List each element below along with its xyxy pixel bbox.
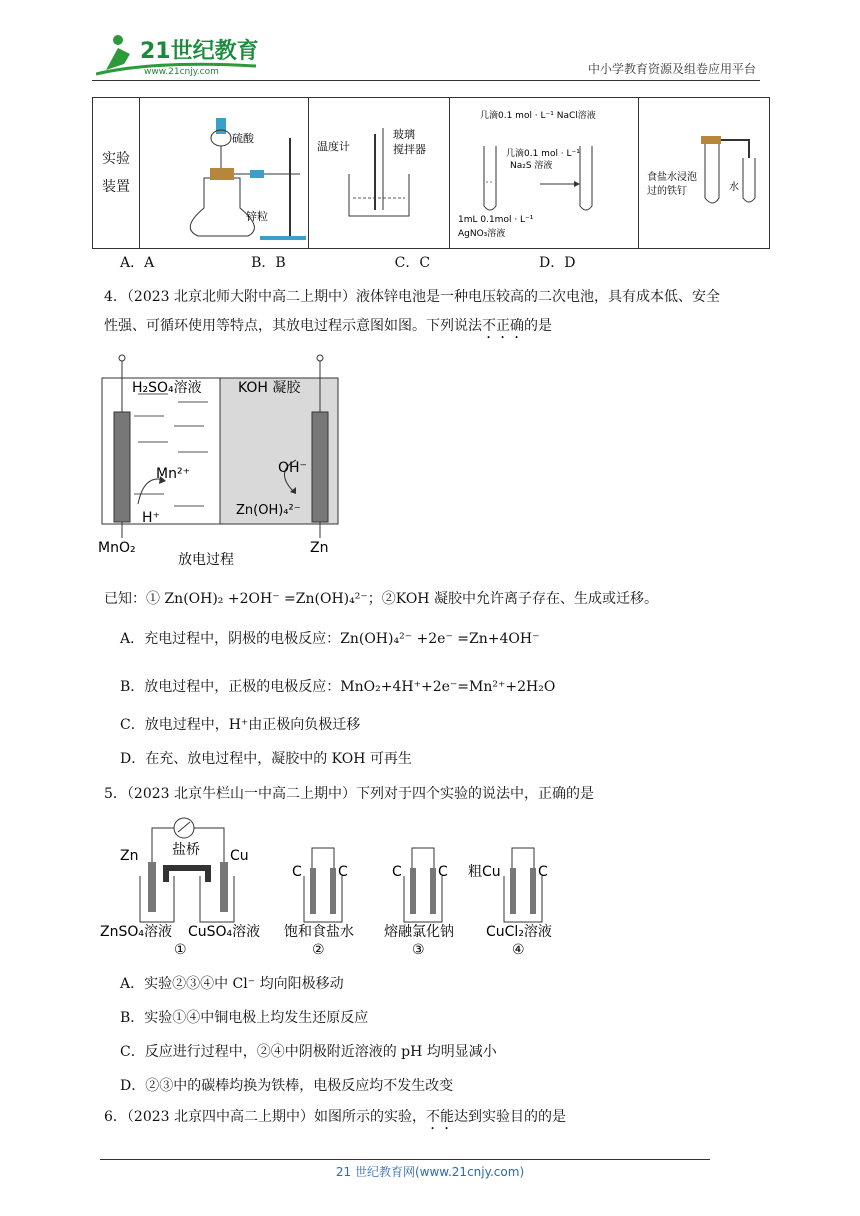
svg-text:饱和食盐水: 饱和食盐水 <box>284 924 354 940</box>
q4-option-a: A．充电过程中，阴极的电极反应：Zn(OH)₄²⁻ +2e⁻ =Zn+4OH⁻ <box>120 631 540 647</box>
q4-battery-figure <box>98 354 348 574</box>
svg-text:③: ③ <box>412 942 425 958</box>
q4-stem-line2: 性强、可循环使用等特点，其放电过程示意图如图。下列说法不正确的是 <box>104 318 552 334</box>
svg-text:锌粒: 锌粒 <box>246 210 268 223</box>
svg-text:②: ② <box>312 942 325 958</box>
svg-text:搅拌器: 搅拌器 <box>393 143 426 156</box>
svg-text:熔融氯化钠: 熔融氯化钠 <box>384 924 454 940</box>
footer-link[interactable]: 21 世纪教育网(www.21cnjy.com) <box>335 1165 525 1179</box>
svg-text:水: 水 <box>729 182 739 193</box>
footer-divider <box>100 1159 710 1160</box>
option-a: A．A <box>120 255 155 271</box>
experiment-table <box>92 97 770 249</box>
apparatus-b <box>309 98 450 249</box>
znoh-label: Zn(OH)₄²⁻ <box>236 503 301 518</box>
q4-known: 已知：① Zn(OH)₂ +2OH⁻ =Zn(OH)₄²⁻；②KOH 凝胶中允许离子存在、生成或迁移。 <box>104 591 658 607</box>
svg-text:C: C <box>338 864 348 880</box>
svg-text:C: C <box>292 864 302 880</box>
q5-stem: 5．（2023 北京牛栏山一中高二上期中）下列对于四个实验的说法中，正确的是 <box>104 786 595 802</box>
svg-text:过的铁钉: 过的铁钉 <box>647 186 687 197</box>
q4-stem-line1: 4．（2023 北京北师大附中高二上期中）液体锌电池是一种电压较高的二次电池，具有成本低、安全 <box>104 289 721 305</box>
q5-option-d: D．②③中的碳棒均换为铁棒，电极反应均不发生改变 <box>120 1078 454 1094</box>
svg-text:食盐水浸泡: 食盐水浸泡 <box>647 172 697 183</box>
option-b: B．B <box>251 255 286 271</box>
svg-text:玻璃: 玻璃 <box>393 128 415 141</box>
zn-label: Zn <box>310 540 329 556</box>
q5-option-b: B．实验①④中铜电极上均发生还原反应 <box>120 1010 369 1026</box>
apparatus-c <box>450 98 639 249</box>
svg-text:硫酸: 硫酸 <box>232 132 254 145</box>
mno2-label: MnO₂ <box>98 540 136 556</box>
svg-text:Cu: Cu <box>230 848 249 864</box>
logo-url: www.21cnjy.com <box>144 67 219 77</box>
apparatus-a <box>140 98 309 249</box>
svg-text:1mL 0.1mol · L⁻¹: 1mL 0.1mol · L⁻¹ <box>458 215 534 225</box>
koh-label: KOH 凝胶 <box>238 380 301 396</box>
svg-text:CuCl₂溶液: CuCl₂溶液 <box>486 924 552 940</box>
svg-text:①: ① <box>174 942 187 958</box>
svg-text:Na₂S 溶液: Na₂S 溶液 <box>510 161 553 171</box>
q5-experiments-figure <box>100 812 570 962</box>
apparatus-d <box>639 98 770 249</box>
svg-text:AgNO₃溶液: AgNO₃溶液 <box>458 229 506 239</box>
header-divider <box>92 80 760 81</box>
q5-option-a: A．实验②③④中 Cl⁻ 均向阳极移动 <box>120 976 344 992</box>
svg-text:粗Cu: 粗Cu <box>468 864 501 880</box>
h-label: H⁺ <box>142 510 160 526</box>
q4-option-c: C．放电过程中，H⁺由正极向负极迁移 <box>120 717 361 733</box>
svg-text:ZnSO₄溶液: ZnSO₄溶液 <box>100 924 172 940</box>
svg-text:C: C <box>392 864 402 880</box>
q5-option-c: C．反应进行过程中，②④中阴极附近溶液的 pH 均明显减小 <box>120 1044 497 1060</box>
svg-text:④: ④ <box>512 942 525 958</box>
option-d: D．D <box>538 255 576 271</box>
q4-option-d: D．在充、放电过程中，凝胶中的 KOH 可再生 <box>120 751 412 767</box>
svg-text:CuSO₄溶液: CuSO₄溶液 <box>188 924 261 940</box>
svg-text:C: C <box>538 864 548 880</box>
oh-label: OH⁻ <box>278 460 307 476</box>
svg-text:Zn: Zn <box>120 848 139 864</box>
svg-text:温度计: 温度计 <box>317 140 350 153</box>
h2so4-label: H₂SO₄溶液 <box>132 380 202 396</box>
svg-text:几滴0.1 mol · L⁻¹: 几滴0.1 mol · L⁻¹ <box>506 149 580 159</box>
svg-text:盐桥: 盐桥 <box>172 842 200 858</box>
svg-text:C: C <box>438 864 448 880</box>
q6-stem: 6．（2023 北京四中高二上期中）如图所示的实验，不能达到实验目的的是 <box>104 1109 567 1125</box>
svg-text:几滴0.1 mol · L⁻¹ NaCl溶液: 几滴0.1 mol · L⁻¹ NaCl溶液 <box>480 111 596 121</box>
q4-option-b: B．放电过程中，正极的电极反应：MnO₂+4H⁺+2e⁻=Mn²⁺+2H₂O <box>120 679 556 695</box>
discharge-caption: 放电过程 <box>178 552 234 568</box>
q3-options <box>120 252 575 274</box>
row-label: 实验 装置 <box>93 98 140 249</box>
logo-text: 21世纪教育 <box>140 39 259 64</box>
site-logo <box>96 30 266 78</box>
header-platform-text: 中小学教育资源及组卷应用平台 <box>587 62 756 76</box>
option-c: C．C <box>394 255 431 271</box>
mn-label: Mn²⁺ <box>156 466 190 482</box>
